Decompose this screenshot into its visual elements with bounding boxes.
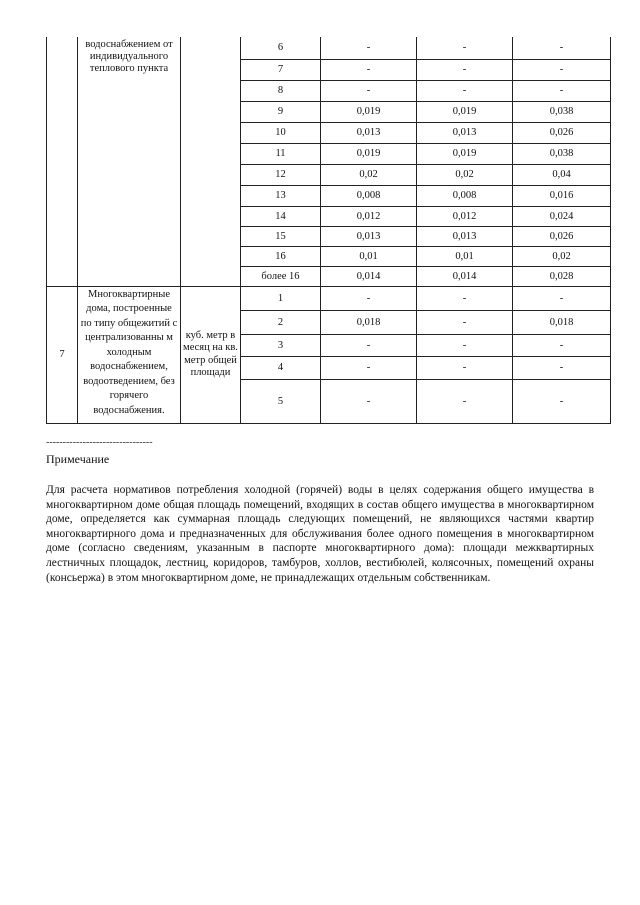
value-cell: 0,019	[417, 101, 513, 122]
floors-cell: 1	[241, 286, 321, 310]
floors-cell: 7	[241, 59, 321, 80]
value-cell: 0,019	[321, 143, 417, 164]
norms-table	[46, 37, 611, 424]
table-row	[47, 37, 611, 59]
value-cell: 0,018	[513, 310, 611, 334]
value-cell: 0,012	[321, 206, 417, 226]
floors-cell: 8	[241, 80, 321, 101]
floors-cell: 2	[241, 310, 321, 334]
value-cell: 0,024	[513, 206, 611, 226]
value-cell: 0,013	[321, 226, 417, 246]
note-text: Для расчета нормативов потребления холодной (горячей) воды в целях содержания общего имущества в многоквартирном доме общая площадь помещений, входящих в состав общего имущества в многоквартирном доме, определяется как суммарная площадь следующих помещений, не являющихся частями квартир многоквартирного дома и предназначенных для обслуживания более одного помещения в многоквартирном доме (согласно сведениям, указанным в паспорте многоквартирного дома): площади межквартирных лестничных площадок, лестниц, коридоров, тамбуров, холлов, вестибюлей, колясочных, помещений охраны (консьержа) в этом многоквартирном доме, не принадлежащих отдельным собственникам.	[46, 484, 594, 584]
value-cell: -	[321, 334, 417, 356]
value-cell: 0,008	[321, 185, 417, 206]
value-cell: -	[513, 286, 611, 310]
floors-cell: 13	[241, 185, 321, 206]
floors-cell: более 16	[241, 266, 321, 286]
value-cell: -	[513, 59, 611, 80]
value-cell: -	[417, 310, 513, 334]
floors-cell: 12	[241, 164, 321, 185]
value-cell: 0,008	[417, 185, 513, 206]
table-section-7	[47, 286, 611, 423]
table-row	[47, 286, 611, 310]
value-cell: 0,026	[513, 122, 611, 143]
value-cell: 0,016	[513, 185, 611, 206]
value-cell: -	[417, 379, 513, 423]
value-cell: 0,013	[417, 226, 513, 246]
value-cell: -	[417, 80, 513, 101]
unit-cell	[181, 37, 241, 286]
floors-cell: 14	[241, 206, 321, 226]
floors-cell: 9	[241, 101, 321, 122]
value-cell: 0,02	[513, 246, 611, 266]
value-cell: 0,014	[321, 266, 417, 286]
floors-cell: 4	[241, 356, 321, 379]
floors-cell: 10	[241, 122, 321, 143]
value-cell: 0,02	[321, 164, 417, 185]
number-cell	[47, 37, 78, 286]
floors-cell: 6	[241, 37, 321, 59]
value-cell: -	[417, 59, 513, 80]
value-cell: 0,01	[321, 246, 417, 266]
value-cell: 0,014	[417, 266, 513, 286]
unit-cell: куб. метр в месяц на кв. метр общей площади	[181, 286, 241, 423]
value-cell: -	[513, 356, 611, 379]
value-cell: -	[321, 379, 417, 423]
value-cell: 0,038	[513, 101, 611, 122]
value-cell: -	[417, 37, 513, 59]
floors-cell: 5	[241, 379, 321, 423]
description-cell: Многоквартирные дома, построенные по типу общежитий с централизованны м холодным водоснабжением, водоотведением, без горячего водоснабжения.	[78, 286, 181, 423]
floors-cell: 15	[241, 226, 321, 246]
value-cell: 0,028	[513, 266, 611, 286]
floors-cell: 11	[241, 143, 321, 164]
section-number-cell: 7	[47, 286, 78, 423]
value-cell: -	[417, 334, 513, 356]
value-cell: -	[321, 286, 417, 310]
value-cell: 0,04	[513, 164, 611, 185]
table-part-continued	[47, 37, 611, 286]
floors-cell: 3	[241, 334, 321, 356]
value-cell: -	[513, 334, 611, 356]
value-cell: -	[321, 37, 417, 59]
note-title: Примечание	[46, 452, 110, 466]
floors-cell: 16	[241, 246, 321, 266]
value-cell: -	[417, 286, 513, 310]
footnote-separator: --------------------------------	[46, 437, 153, 448]
value-cell: 0,026	[513, 226, 611, 246]
value-cell: 0,01	[417, 246, 513, 266]
value-cell: -	[321, 356, 417, 379]
value-cell: -	[321, 80, 417, 101]
value-cell: 0,013	[321, 122, 417, 143]
value-cell: 0,019	[321, 101, 417, 122]
value-cell: -	[513, 80, 611, 101]
value-cell: -	[321, 59, 417, 80]
description-cell: водоснабжением от индивидуального теплового пункта	[78, 37, 181, 286]
value-cell: 0,012	[417, 206, 513, 226]
value-cell: 0,013	[417, 122, 513, 143]
value-cell: 0,018	[321, 310, 417, 334]
value-cell: -	[513, 37, 611, 59]
value-cell: -	[513, 379, 611, 423]
value-cell: 0,038	[513, 143, 611, 164]
value-cell: 0,02	[417, 164, 513, 185]
value-cell: 0,019	[417, 143, 513, 164]
value-cell: -	[417, 356, 513, 379]
